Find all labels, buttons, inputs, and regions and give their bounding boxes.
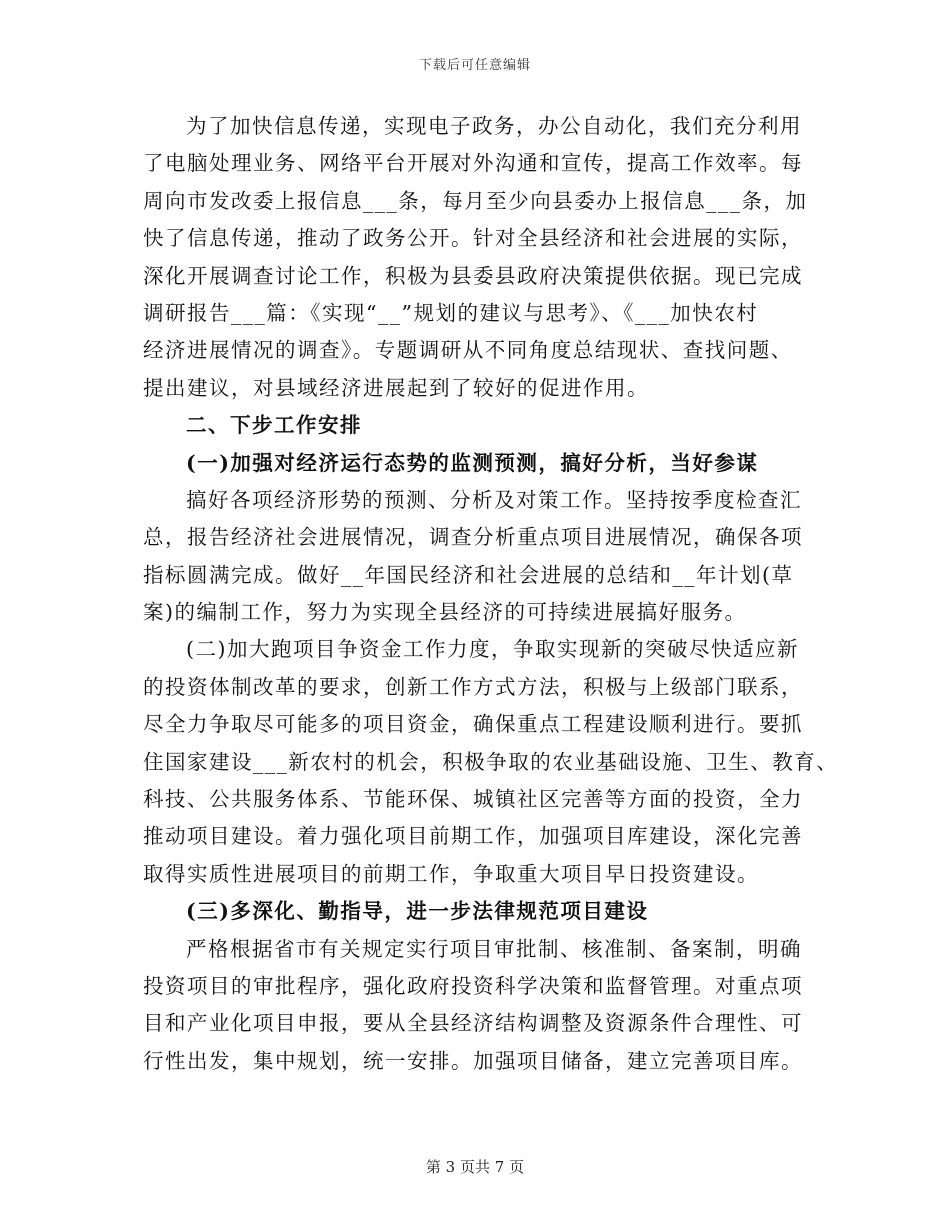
paragraph-line: 调研报告___篇：《实现“__”规划的建议与思考》、《___加快农村 — [143, 300, 759, 325]
paragraph-line: 了电脑处理业务、网络平台开展对外沟通和宣传，提高工作效率。每 — [143, 151, 803, 176]
subsection-heading: (一)加强对经济运行态势的监测预测，搞好分析，当好参谋 — [186, 450, 759, 475]
paragraph-line: 为了加快信息传递，实现电子政务，办公自动化，我们充分利用 — [186, 114, 802, 138]
document-body — [143, 108, 839, 1080]
paragraph-line: 指标圆满完成。做好__年国民经济和社会进展的总结和__年计划(草 — [143, 562, 794, 587]
paragraph-line: 住国家建设___新农村的机会，积极争取的农业基础设施、卫生、教育、 — [143, 749, 839, 774]
page-number-footer: 第 3 页共 7 页 — [425, 1158, 525, 1176]
paragraph-line: 投资项目的审批程序，强化政府投资科学决策和监督管理。对重点项 — [143, 973, 803, 998]
paragraph-line: 尽全力争取尽可能多的项目资金，确保重点工程建设顺利进行。要抓 — [143, 712, 803, 737]
paragraph-line: 科技、公共服务体系、节能环保、城镇社区完善等方面的投资，全力 — [143, 787, 803, 812]
page-header-note: 下载后可任意编辑 — [418, 58, 531, 73]
paragraph-line: 搞好各项经济形势的预测、分析及对策工作。坚持按季度检查汇 — [186, 487, 802, 512]
paragraph-line: 推动项目建设。着力强化项目前期工作，加强项目库建设，深化完善 — [143, 824, 803, 849]
paragraph-line: 的投资体制改革的要求，创新工作方式方法，积极与上级部门联系， — [143, 674, 803, 699]
paragraph-line: 周向市发改委上报信息___条，每月至少向县委办上报信息___条，加 — [143, 188, 808, 213]
paragraph-line: 取得实质性进展项目的前期工作，争取重大项目早日投资建设。 — [143, 861, 759, 886]
subsection-heading: (三)多深化、勤指导，进一步法律规范项目建设 — [186, 899, 649, 924]
paragraph-line: 案)的编制工作，努力为实现全县经济的可持续进展搞好服务。 — [143, 600, 747, 625]
paragraph-line: 目和产业化项目申报，要从全县经济结构调整及资源条件合理性、可 — [143, 1011, 803, 1036]
paragraph-line: 行性出发，集中规划，统一安排。加强项目储备，建立完善项目库。 — [143, 1048, 803, 1073]
paragraph-line: (二)加大跑项目争资金工作力度，争取实现新的突破尽快适应新 — [186, 637, 799, 662]
paragraph-line: 严格根据省市有关规定实行项目审批制、核准制、备案制，明确 — [186, 936, 802, 961]
paragraph-line: 快了信息传递，推动了政务公开。针对全县经济和社会进展的实际， — [143, 226, 803, 251]
paragraph-line: 总，报告经济社会进展情况，调查分析重点项目进展情况，确保各项 — [143, 525, 803, 550]
paragraph-line: 提出建议，对县域经济进展起到了较好的促进作用。 — [143, 375, 649, 400]
paragraph-line: 深化开展调查讨论工作，积极为县委县政府决策提供依据。现已完成 — [143, 263, 803, 288]
section-heading: 二、下步工作安排 — [186, 413, 362, 438]
paragraph-line: 经济进展情况的调查》。专题调研从不同角度总结现状、查找问题、 — [143, 338, 793, 363]
